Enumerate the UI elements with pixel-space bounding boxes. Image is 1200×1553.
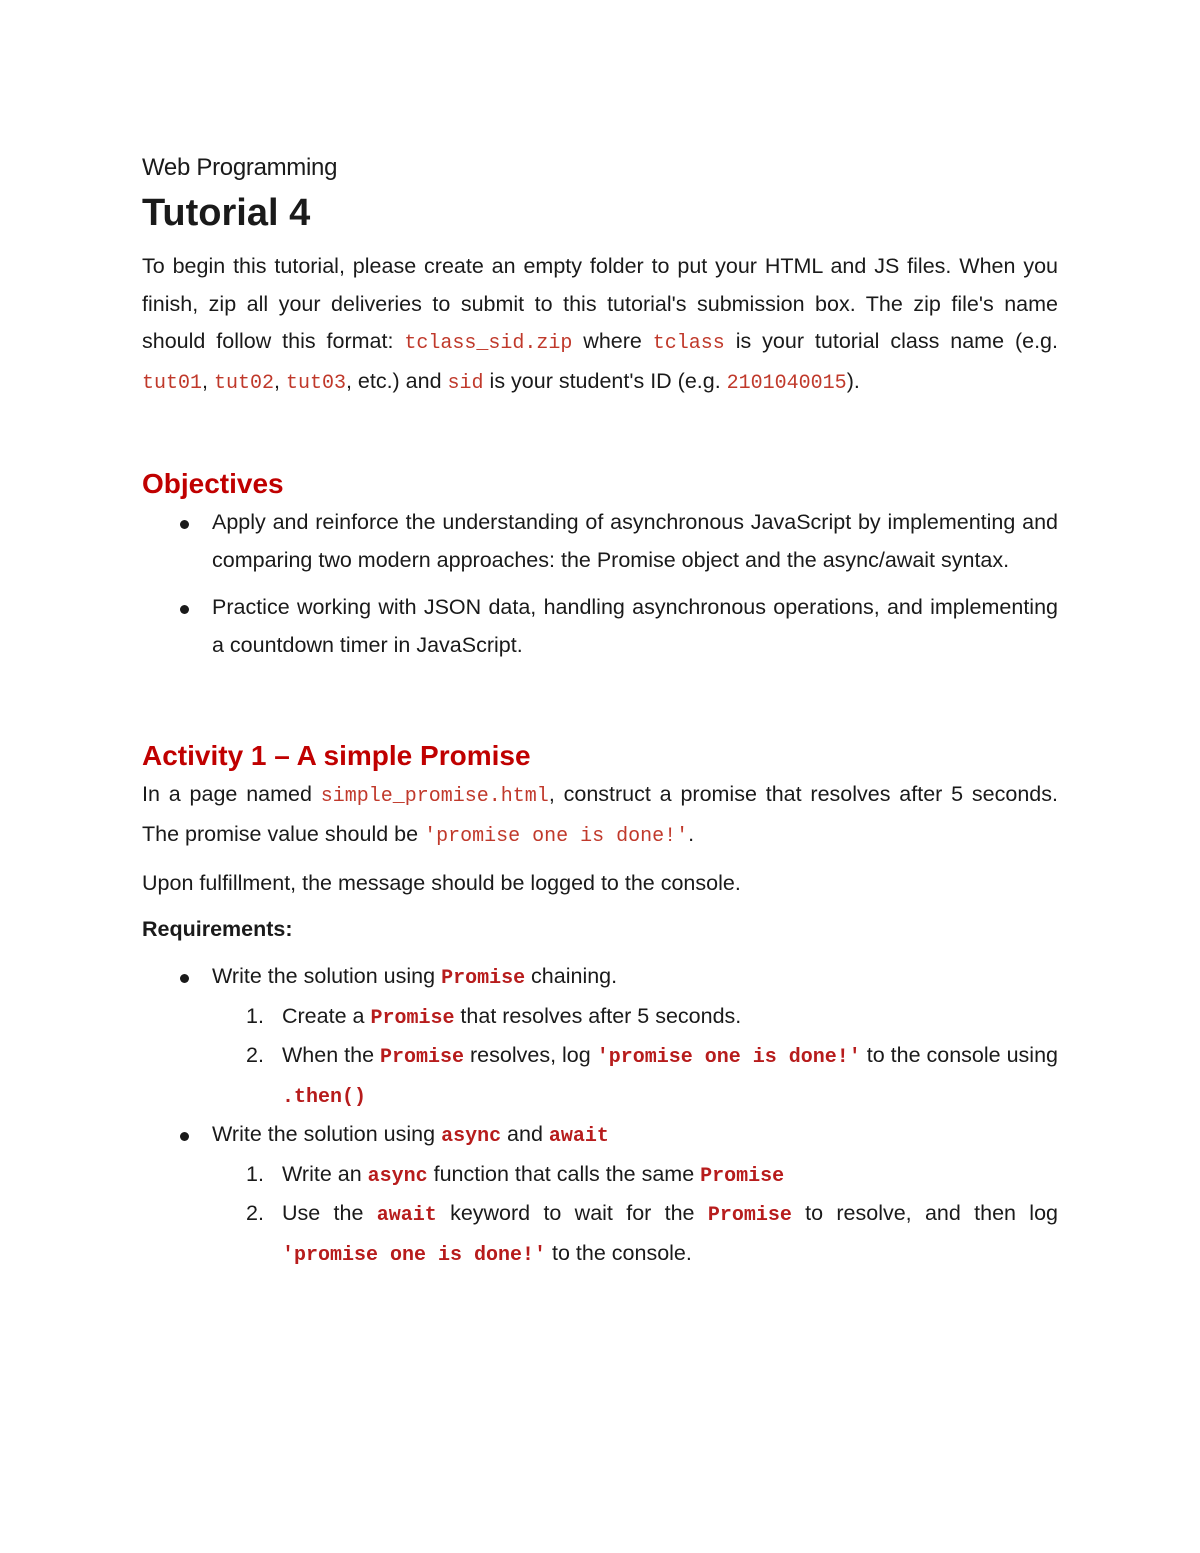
- step-number: 2.: [246, 1043, 264, 1067]
- text: Write the solution using: [212, 964, 442, 988]
- text: In a page named: [142, 782, 321, 806]
- inline-code: simple_promise.html: [320, 785, 549, 808]
- activity-paragraph: Upon fulfillment, the message should be logged to the console.: [142, 871, 741, 895]
- text: to resolve, and then log: [791, 1201, 1058, 1225]
- text: ).: [846, 368, 860, 393]
- text: resolves, log: [464, 1043, 597, 1067]
- text: Create a: [282, 1003, 371, 1028]
- inline-code: tut03: [285, 371, 346, 395]
- text: When the: [282, 1043, 381, 1067]
- text: to the console.: [546, 1240, 692, 1265]
- intro-paragraph: [142, 248, 1058, 402]
- text: , etc.) and: [345, 368, 448, 393]
- steps-list: [142, 998, 1058, 1117]
- requirements-list: [142, 958, 1058, 998]
- step-number: 1.: [246, 1003, 264, 1028]
- activity-paragraph: [142, 776, 1058, 855]
- inline-code: .then(): [282, 1085, 367, 1109]
- text: keyword to wait for the: [436, 1201, 708, 1225]
- text: , construct a promise that resolves after 5 seconds. The promise value should be: [142, 782, 1058, 846]
- step-item: [142, 998, 1058, 1038]
- inline-code: Promise: [441, 967, 526, 990]
- text: chaining.: [525, 964, 618, 988]
- text: that resolves after 5 seconds.: [454, 1003, 742, 1028]
- text: To begin this tutorial, please create an empty folder to put your HTML and JS files. When you finish, zip all your deliveries to submit to this tutorial's submission box. The zip file's name should follow this format:: [142, 254, 1058, 353]
- inline-code: Promise: [370, 1006, 455, 1030]
- objectives-list: [142, 504, 1058, 664]
- list-item: Apply and reinforce the understanding of asynchronous JavaScript by implementing and comparing two modern approaches: the Promise object and the async/await syntax.: [142, 504, 1058, 579]
- inline-code: async: [441, 1125, 502, 1148]
- text: .: [688, 821, 695, 846]
- text: ,: [273, 368, 286, 393]
- objectives-heading: Objectives: [142, 468, 284, 499]
- inline-code: Promise: [707, 1204, 792, 1227]
- text: is your tutorial class name (e.g.: [724, 329, 1058, 353]
- text: Write an: [282, 1161, 368, 1186]
- inline-code: await: [376, 1204, 437, 1227]
- inline-code: await: [548, 1125, 609, 1148]
- steps-list: [142, 1156, 1058, 1275]
- activity-1-heading: Activity 1 – A simple Promise: [142, 740, 531, 771]
- step-item: [142, 1037, 1058, 1116]
- step-number: 2.: [246, 1201, 264, 1225]
- inline-code: 2101040015: [726, 371, 847, 395]
- list-item: [142, 958, 1058, 998]
- inline-code: 'promise one is done!': [596, 1046, 861, 1069]
- inline-code: tclass: [652, 332, 725, 355]
- step-item: [142, 1156, 1058, 1196]
- text: and: [501, 1122, 549, 1146]
- inline-code: sid: [447, 371, 484, 395]
- inline-code: tut02: [213, 371, 274, 395]
- inline-code: async: [367, 1164, 428, 1188]
- text: Write the solution using: [212, 1122, 442, 1146]
- list-item: [142, 1116, 1058, 1156]
- inline-code: 'promise one is done!': [424, 824, 689, 848]
- step-item: [142, 1195, 1058, 1274]
- inline-code: tut01: [142, 371, 203, 395]
- list-item: Practice working with JSON data, handling asynchronous operations, and implementing a countdown timer in JavaScript.: [142, 589, 1058, 664]
- inline-code: tclass_sid.zip: [404, 332, 573, 355]
- text: function that calls the same: [427, 1161, 701, 1186]
- document-page: [142, 150, 1058, 1274]
- text: to the console using: [860, 1043, 1059, 1067]
- text: Use the: [282, 1201, 377, 1225]
- step-number: 1.: [246, 1161, 264, 1186]
- requirements-list: [142, 1116, 1058, 1156]
- inline-code: Promise: [380, 1046, 465, 1069]
- text: is your student's ID (e.g.: [483, 368, 727, 393]
- requirements-label: Requirements:: [142, 916, 293, 941]
- text: where: [572, 329, 653, 353]
- course-name: Web Programming: [142, 154, 338, 181]
- page-title: Tutorial 4: [142, 192, 311, 234]
- inline-code: 'promise one is done!': [282, 1243, 547, 1267]
- inline-code: Promise: [700, 1164, 785, 1188]
- text: ,: [202, 368, 214, 393]
